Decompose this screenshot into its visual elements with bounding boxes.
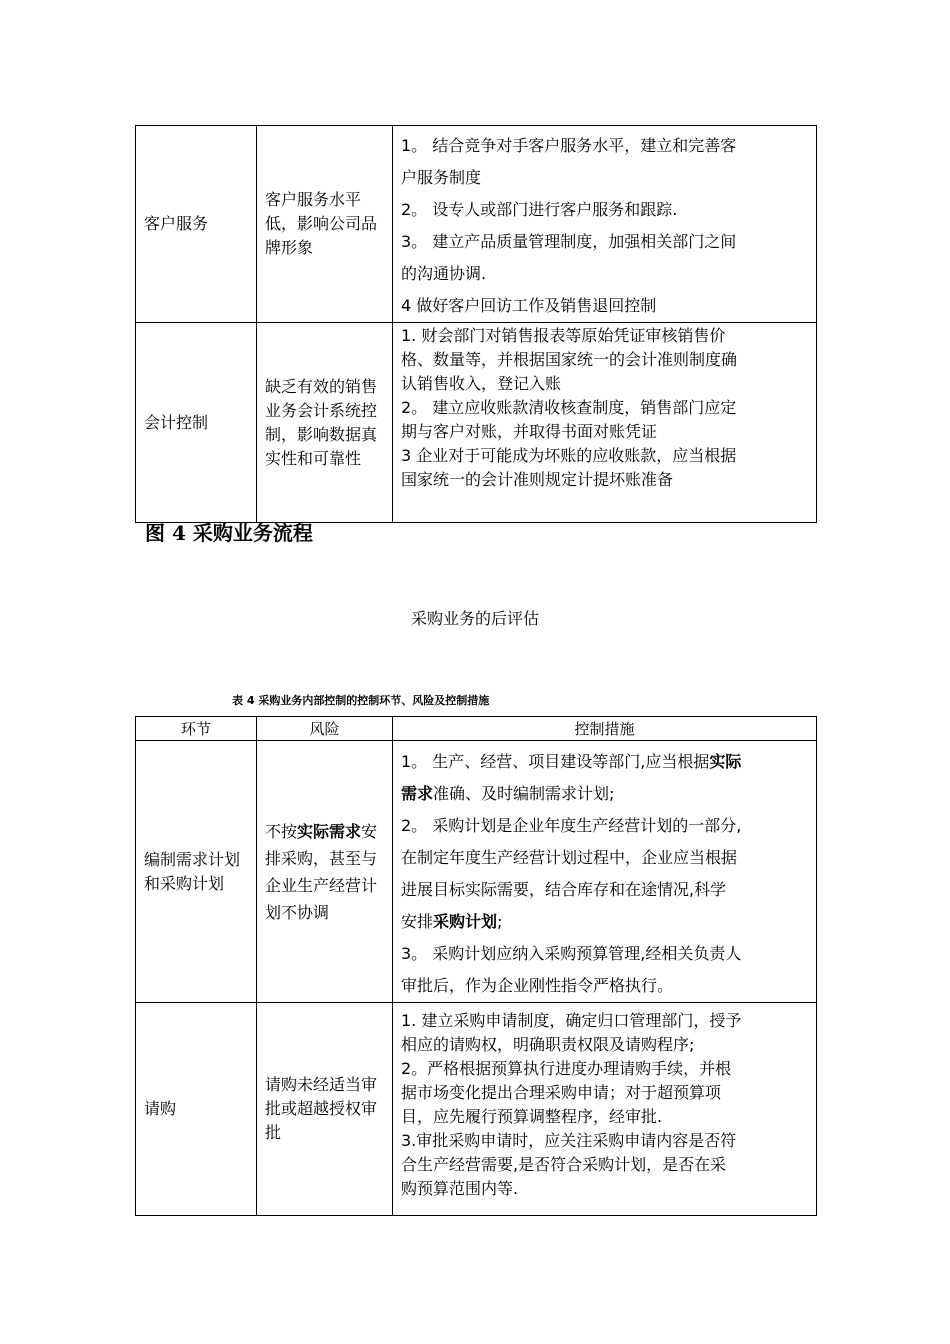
measure-line bbox=[401, 290, 808, 322]
text-segment: 格、数量等，并根据国家统一的会计准则制度确 bbox=[401, 350, 738, 369]
text-segment: 1。 生产、经营、项目建设等部门,应当根据 bbox=[401, 752, 710, 771]
text-segment: 购预算范围内等. bbox=[401, 1179, 519, 1198]
text-segment: 期与客户对账，并取得书面对账凭证 bbox=[401, 422, 658, 441]
text-segment: 相应的请购权，明确职责权限及请购程序; bbox=[401, 1035, 695, 1054]
measure-line bbox=[401, 194, 808, 226]
measure-line bbox=[401, 842, 808, 874]
text-segment: 4 做好客户回访工作及销售退回控制 bbox=[401, 296, 657, 315]
text-segment: 国家统一的会计准则规定计提坏账准备 bbox=[401, 470, 674, 489]
text-segment: 的沟通协调. bbox=[401, 264, 487, 283]
risk-cell bbox=[257, 741, 393, 1003]
risk-cell: 客户服务水平低，影响公司品牌形象 bbox=[257, 126, 393, 323]
text-segment: 1。 结合竞争对手客户服务水平，建立和完善客 bbox=[401, 136, 737, 155]
measure-line bbox=[401, 1129, 808, 1153]
column-header: 控制措施 bbox=[393, 717, 817, 741]
text-segment: 安排采购，甚至与企业生产经营计划不协调 bbox=[265, 821, 378, 922]
measure-line bbox=[401, 396, 808, 420]
text-segment: 1. 财会部门对销售报表等原始凭证审核销售价 bbox=[401, 326, 726, 345]
measure-line bbox=[401, 444, 808, 468]
text-segment: 请购未经适当审批或超越授权审批 bbox=[265, 1075, 378, 1142]
measure-line bbox=[401, 810, 808, 842]
measure-line bbox=[401, 420, 808, 444]
measure-line bbox=[401, 874, 808, 906]
text-segment: 进展目标实际需要，结合库存和在途情况,科学 bbox=[401, 880, 727, 899]
measure-line bbox=[401, 746, 808, 778]
measure-line bbox=[401, 226, 808, 258]
text-segment: 3。 采购计划应纳入采购预算管理,经相关负责人 bbox=[401, 944, 742, 963]
measure-line bbox=[401, 468, 808, 492]
figure-caption: 图 4 采购业务流程 bbox=[145, 521, 313, 545]
procurement-control-table bbox=[135, 716, 817, 1216]
text-segment: 2。 建立应收账款清收核查制度，销售部门应定 bbox=[401, 398, 737, 417]
measure-line bbox=[401, 1105, 808, 1129]
measure-line bbox=[401, 938, 808, 970]
measure-line bbox=[401, 970, 808, 1002]
measure-line bbox=[401, 1153, 808, 1177]
text-segment: 不按 bbox=[265, 821, 298, 841]
measure-line bbox=[401, 258, 808, 290]
text-segment: 目，应先履行预算调整程序，经审批. bbox=[401, 1107, 663, 1126]
table-row bbox=[136, 741, 817, 1003]
measure-line bbox=[401, 1033, 808, 1057]
text-segment: 2。严格根据预算执行进度办理请购手续，并根 bbox=[401, 1059, 732, 1078]
measure-line bbox=[401, 372, 808, 396]
text-segment: 审批后，作为企业刚性指令严格执行。 bbox=[401, 976, 674, 995]
text-segment: 3 企业对于可能成为坏账的应收账款，应当根据 bbox=[401, 446, 737, 465]
table-caption: 表 4 采购业务内部控制的控制环节、风险及控制措施 bbox=[232, 694, 490, 707]
emphasized-text: 采购计划 bbox=[433, 912, 498, 931]
measure-line bbox=[401, 348, 808, 372]
text-segment: 合生产经营需要,是否符合采购计划，是否在采 bbox=[401, 1155, 727, 1174]
text-segment: 据市场变化提出合理采购申请；对于超预算项 bbox=[401, 1083, 722, 1102]
emphasized-text: 需求 bbox=[401, 784, 434, 803]
stage-cell: 会计控制 bbox=[136, 323, 257, 523]
measure-line bbox=[401, 906, 808, 938]
stage-cell: 编制需求计划和采购计划 bbox=[136, 741, 257, 1003]
risk-cell: 缺乏有效的销售业务会计系统控制，影响数据真实性和可靠性 bbox=[257, 323, 393, 523]
section-title: 采购业务的后评估 bbox=[410, 609, 539, 628]
risk-cell bbox=[257, 1003, 393, 1216]
table-row bbox=[136, 126, 817, 323]
measures-cell bbox=[393, 1003, 817, 1216]
table-header-row bbox=[136, 717, 817, 741]
column-header: 环节 bbox=[136, 717, 257, 741]
measure-line bbox=[401, 162, 808, 194]
table-row bbox=[136, 323, 817, 523]
measure-line bbox=[401, 778, 808, 810]
measures-cell bbox=[393, 126, 817, 323]
column-header: 风险 bbox=[257, 717, 393, 741]
measures-cell bbox=[393, 323, 817, 523]
text-segment: ; bbox=[497, 912, 503, 931]
measure-line bbox=[401, 1177, 808, 1201]
text-segment: 3。 建立产品质量管理制度，加强相关部门之间 bbox=[401, 232, 737, 251]
sales-control-table bbox=[135, 125, 817, 523]
table-row bbox=[136, 1003, 817, 1216]
measure-line bbox=[401, 1009, 808, 1033]
text-segment: 在制定年度生产经营计划过程中，企业应当根据 bbox=[401, 848, 738, 867]
measure-line bbox=[401, 130, 808, 162]
text-segment: 2。 采购计划是企业年度生产经营计划的一部分, bbox=[401, 816, 742, 835]
emphasized-text: 实际需求 bbox=[297, 821, 362, 841]
measure-line bbox=[401, 1057, 808, 1081]
measure-line bbox=[401, 1081, 808, 1105]
emphasized-text: 实际 bbox=[709, 752, 742, 771]
measure-line bbox=[401, 324, 808, 348]
measures-cell bbox=[393, 741, 817, 1003]
text-segment: 3.审批采购申请时，应关注采购申请内容是否符 bbox=[401, 1131, 737, 1150]
stage-cell: 客户服务 bbox=[136, 126, 257, 323]
text-segment: 准确、及时编制需求计划; bbox=[433, 784, 615, 803]
text-segment: 认销售收入，登记入账 bbox=[401, 374, 562, 393]
text-segment: 1. 建立采购申请制度，确定归口管理部门，授予 bbox=[401, 1011, 742, 1030]
stage-cell: 请购 bbox=[136, 1003, 257, 1216]
text-segment: 2。 设专人或部门进行客户服务和跟踪. bbox=[401, 200, 678, 219]
text-segment: 安排 bbox=[401, 912, 434, 931]
text-segment: 户服务制度 bbox=[401, 168, 482, 187]
